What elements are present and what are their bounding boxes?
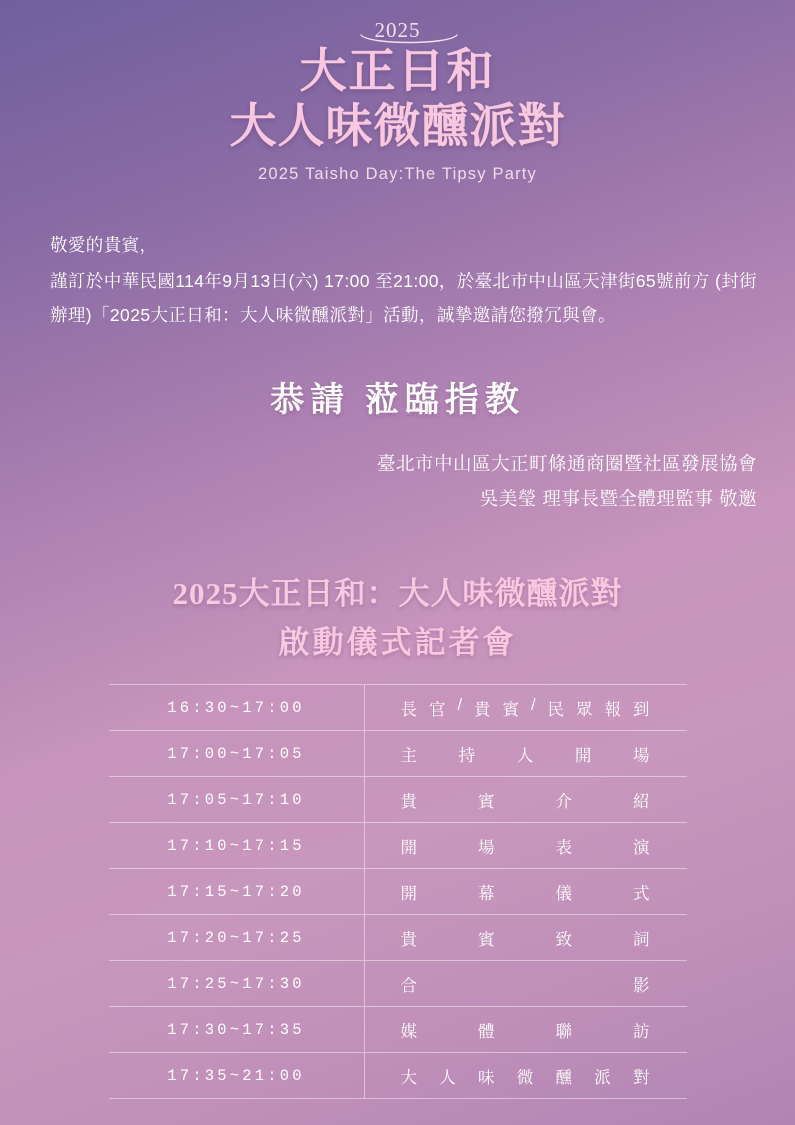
schedule-time: 16:30~17:00 bbox=[109, 684, 365, 730]
signature-organization: 臺北市中山區大正町條通商圈暨社區發展協會 bbox=[376, 453, 757, 475]
event-title-line2: 大人味微醺派對 bbox=[229, 101, 566, 154]
signature-block bbox=[0, 447, 795, 515]
table-row bbox=[109, 822, 687, 868]
signature-person: 吳美瑩 理事長暨全體理監事 敬邀 bbox=[479, 487, 757, 509]
table-row bbox=[109, 776, 687, 822]
schedule-body bbox=[109, 684, 687, 1098]
table-row bbox=[109, 1006, 687, 1052]
schedule-item: 主 持 人 開 場 bbox=[400, 746, 651, 765]
schedule-time: 17:00~17:05 bbox=[109, 730, 365, 776]
schedule-time: 17:25~17:30 bbox=[109, 960, 365, 1006]
schedule-time: 17:15~17:20 bbox=[109, 868, 365, 914]
schedule-item: 大 人 味 微 醺 派 對 bbox=[400, 1068, 651, 1087]
schedule-item: 媒 體 聯 訪 bbox=[400, 1022, 651, 1041]
schedule-time: 17:05~17:10 bbox=[109, 776, 365, 822]
schedule-item: 開 幕 儀 式 bbox=[400, 884, 651, 903]
swoosh-underline-icon bbox=[359, 33, 459, 47]
event-title-line1: 大正日和 bbox=[299, 46, 496, 98]
schedule-table bbox=[109, 684, 687, 1099]
ceremony-title-line1: 2025大正日和：大人味微醺派對 bbox=[172, 575, 623, 611]
schedule-time: 17:20~17:25 bbox=[109, 914, 365, 960]
schedule-time: 17:30~17:35 bbox=[109, 1006, 365, 1052]
ceremony-heading bbox=[0, 568, 795, 662]
letter-body bbox=[50, 228, 757, 332]
honor-line: 恭請 蒞臨指教 bbox=[270, 382, 525, 420]
schedule-item: 長 官 / 貴 賓 / 民 眾 報 到 bbox=[400, 695, 651, 719]
table-row bbox=[109, 868, 687, 914]
event-title bbox=[0, 45, 795, 156]
year-label: 2025 bbox=[374, 18, 421, 42]
header bbox=[0, 0, 795, 184]
event-subtitle: 2025 Taisho Day:The Tipsy Party bbox=[257, 164, 538, 183]
schedule-time: 17:35~21:00 bbox=[109, 1052, 365, 1098]
letter-greeting: 敬愛的貴賓， bbox=[50, 234, 158, 255]
schedule-item: 開 場 表 演 bbox=[400, 838, 651, 857]
schedule-item: 貴 賓 致 詞 bbox=[400, 930, 651, 949]
year-badge bbox=[375, 18, 421, 43]
letter-paragraph: 謹訂於中華民國114年9月13日(六) 17:00 至21:00，於臺北市中山區天津街65號前方 (封街辦理)「2025大正日和：大人味微醺派對」活動，誠摯邀請您撥冗與會。 bbox=[50, 271, 758, 326]
table-row bbox=[109, 730, 687, 776]
table-row bbox=[109, 1052, 687, 1098]
table-row bbox=[109, 960, 687, 1006]
schedule-item: 合 影 bbox=[400, 976, 651, 995]
table-row bbox=[109, 684, 687, 730]
ceremony-title-line2: 啟動儀式記者會 bbox=[278, 624, 517, 660]
table-row bbox=[109, 914, 687, 960]
schedule-time: 17:10~17:15 bbox=[109, 822, 365, 868]
schedule-item: 貴 賓 介 紹 bbox=[400, 792, 651, 811]
